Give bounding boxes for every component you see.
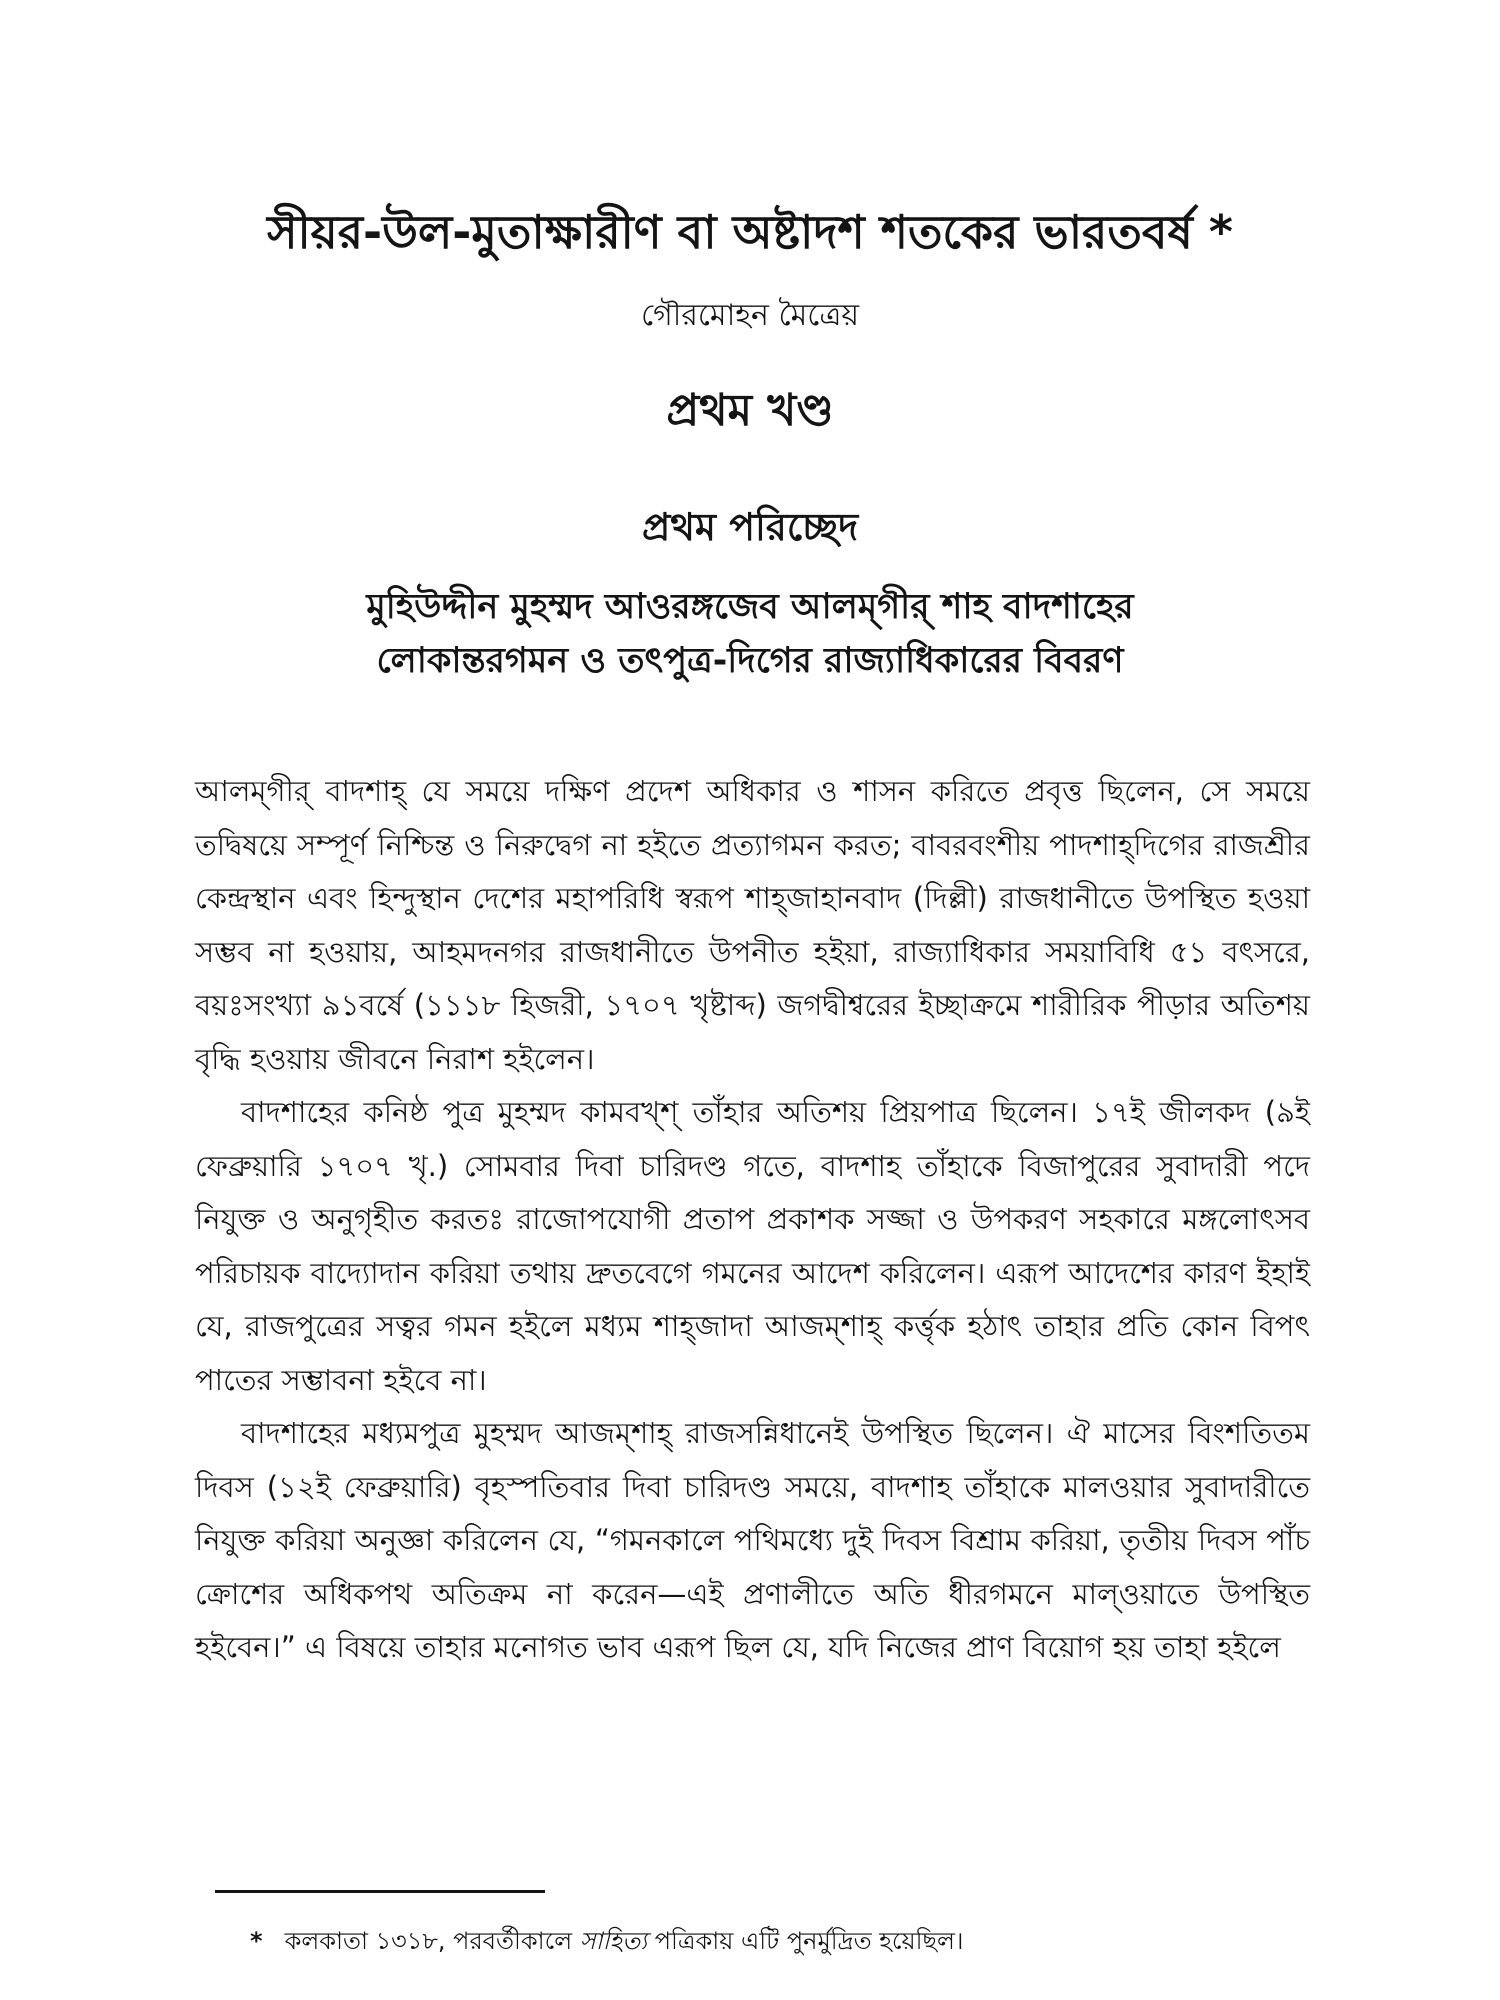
footnote-divider [215, 1890, 545, 1893]
author-name: গৌরমোহন মৈত্রেয় [640, 298, 860, 333]
footnote-text-after: পত্রিকায় এটি পুনর্মুদ্রিত হয়েছিল। [647, 1927, 964, 1955]
paragraph-3: বাদশাহের মধ্যমপুত্র মুহম্মদ আজম্‌শাহ্ রাজসন্নিধানেই উপস্থিত ছিলেন। ঐ মাসের বিংশতিতম দিবস (১২ই ফেব্রুয়ারি) বৃহস্পতিবার দিবা চারিদণ্ড সময়ে, বাদশাহ তাঁহাকে মালওয়ার সুবাদারীতে নিযুক্ত করিয়া অনুজ্ঞা করিলেন যে, “গমনকালে পথিমধ্যে দুই দিবস বিশ্রাম করিয়া, তৃতীয় দিবস পাঁচ ক্রোশের অধিকপথ অতিক্রম না করেন—এই প্রণালীতে অতি ধীরগমনে মাল্‌ওয়াতে উপস্থিত হইবেন।” এ বিষয়ে তাহার মনোগত ভাব এরূপ ছিল যে, যদি নিজের প্রাণ বিয়োগ হয় তাহা হইলে [195, 1416, 1310, 1664]
book-title: সীয়র-উল-মুতাক্ষারীণ বা অষ্টাদশ শতকের ভারতবর্ষ * [267, 205, 1233, 259]
footnote [250, 1926, 1310, 1957]
chapter-subtitle-line-1: মুহিউদ্দীন মুহম্মদ আওরঙ্গজেব আলম্‌গীর্ শাহ বাদশাহের [366, 587, 1134, 627]
footnote-journal-name: সাহিত্য [579, 1927, 648, 1955]
chapter-subtitle-line-2: লোকান্তরগমন ও তৎপুত্র-দিগের রাজ্যাধিকারের বিবরণ [376, 641, 1124, 681]
chapter-heading: প্রথম পরিচ্ছেদ [641, 505, 859, 549]
paragraph-1: আলম্‌গীর্ বাদশাহ্ যে সময়ে দক্ষিণ প্রদেশ অধিকার ও শাসন করিতে প্রবৃত্ত ছিলেন, সে সময়ে তদ্বিষয়ে সম্পূর্ণ নিশ্চিন্ত ও নিরুদ্বেগ না হইতে প্রত্যাগমন করত; বাবরবংশীয় পাদশাহ্‌দিগের রাজশ্রীর কেন্দ্রস্থান এবং হিন্দুস্থান দেশের মহাপরিধি স্বরূপ শাহ্‌জাহানবাদ (দিল্লী) রাজধানীতে উপস্থিত হওয়া সম্ভব না হওয়ায়, আহমদনগর রাজধানীতে উপনীত হইয়া, রাজ্যাধিকার সময়াবিধি ৫১ বৎসরে, বয়ঃসংখ্যা ৯১বর্ষে (১১১৮ হিজরী, ১৭০৭ খৃষ্টাব্দ) জগদ্বীশ্বরের ইচ্ছাক্রমে শারীরিক পীড়ার অতিশয় বৃদ্ধি হওয়ায় জীবনে নিরাশ হইলেন। [195, 774, 1310, 1076]
chapter-subtitle [0, 580, 1500, 688]
volume-heading: প্রথম খণ্ড [666, 385, 834, 436]
footnote-marker: * [250, 1927, 263, 1955]
body-text [195, 765, 1310, 1675]
footnote-text-before: কলকাতা ১৩১৮, পরবর্তীকালে [284, 1927, 580, 1955]
paragraph-2: বাদশাহের কনিষ্ঠ পুত্র মুহম্মদ কামবখ্‌শ্ তাঁহার অতিশয় প্রিয়পাত্র ছিলেন। ১৭ই জীলকদ (৯ই ফেব্রুয়ারি ১৭০৭ খৃ.) সোমবার দিবা চারিদণ্ড গতে, বাদশাহ তাঁহাকে বিজাপুরের সুবাদারী পদে নিযুক্ত ও অনুগৃহীত করতঃ রাজোপযোগী প্রতাপ প্রকাশক সজ্জা ও উপকরণ সহকারে মঙ্গলোৎসব পরিচায়ক বাদ্যোদান করিয়া তথায় দ্রুতবেগে গমনের আদেশ করিলেন। এরূপ আদেশের কারণ ইহাই যে, রাজপুত্রের সত্বর গমন হইলে মধ্যম শাহ্‌জাদা আজম্‌শাহ্ কর্ত্তৃক হঠাৎ তাহার প্রতি কোন বিপৎ পাতের সম্ভাবনা হইবে না। [195, 1095, 1310, 1397]
